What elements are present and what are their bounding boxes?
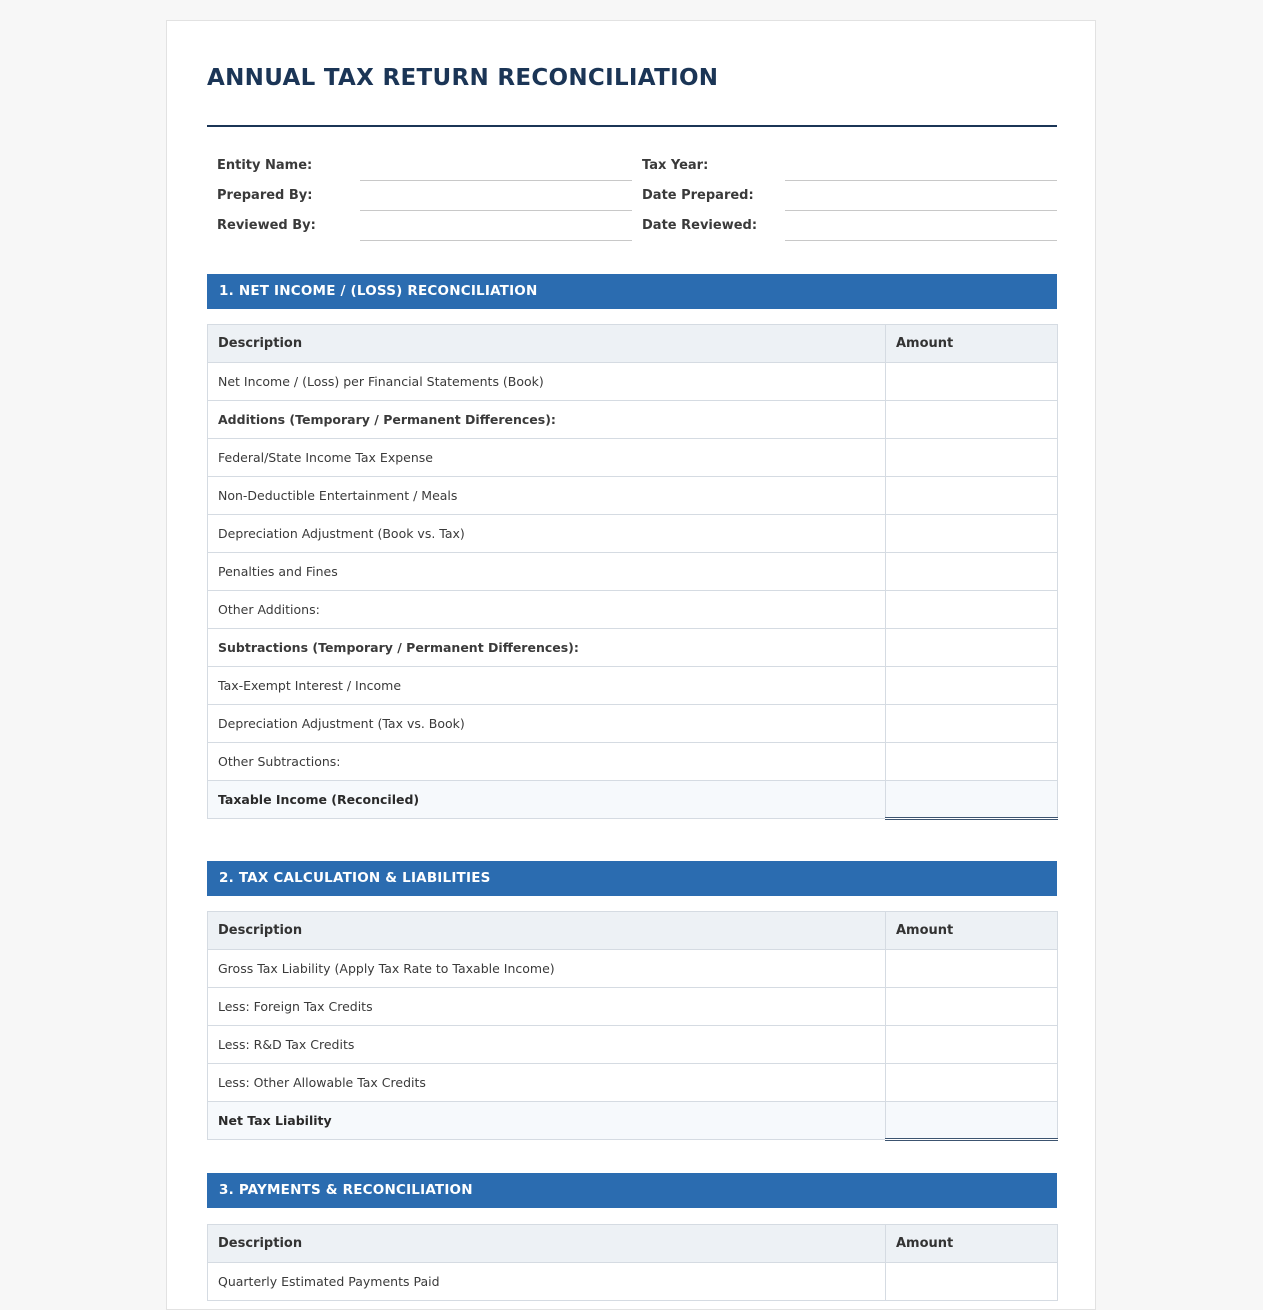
amount-cell[interactable] [886, 743, 1058, 781]
amount-header: Amount [886, 912, 1058, 950]
reviewed-by-label: Reviewed By: [217, 218, 316, 233]
additions-subheading: Additions (Temporary / Permanent Differences): [208, 401, 886, 439]
taxable-income-label: Taxable Income (Reconciled) [208, 781, 886, 819]
amount-header: Amount [886, 1225, 1058, 1263]
total-row [208, 1102, 1058, 1140]
net-tax-liability-amount[interactable] [886, 1102, 1058, 1140]
table-row [208, 743, 1058, 781]
table-header-row [208, 912, 1058, 950]
row-description: Depreciation Adjustment (Book vs. Tax) [208, 515, 886, 553]
amount-cell[interactable] [886, 591, 1058, 629]
table-header-row [208, 325, 1058, 363]
title-divider [207, 125, 1057, 127]
date-prepared-label: Date Prepared: [642, 188, 754, 203]
row-description: Non-Deductible Entertainment / Meals [208, 477, 886, 515]
row-description: Quarterly Estimated Payments Paid [208, 1263, 886, 1301]
section-1-heading: 1. NET INCOME / (LOSS) RECONCILIATION [207, 274, 1057, 309]
description-header: Description [208, 912, 886, 950]
table-row [208, 363, 1058, 401]
amount-cell[interactable] [886, 439, 1058, 477]
table-row [208, 401, 1058, 439]
table-row [208, 705, 1058, 743]
reviewed-by-field[interactable] [360, 240, 632, 241]
table-row [208, 667, 1058, 705]
amount-cell[interactable] [886, 629, 1058, 667]
description-header: Description [208, 325, 886, 363]
amount-cell[interactable] [886, 1263, 1058, 1301]
table-header-row [208, 1225, 1058, 1263]
description-header: Description [208, 1225, 886, 1263]
row-description: Net Income / (Loss) per Financial Statements (Book) [208, 363, 886, 401]
amount-cell[interactable] [886, 667, 1058, 705]
row-description: Less: Other Allowable Tax Credits [208, 1064, 886, 1102]
amount-cell[interactable] [886, 515, 1058, 553]
table-row [208, 629, 1058, 667]
subtractions-subheading: Subtractions (Temporary / Permanent Differences): [208, 629, 886, 667]
table-row [208, 988, 1058, 1026]
entity-name-label: Entity Name: [217, 158, 313, 173]
amount-cell[interactable] [886, 988, 1058, 1026]
table-row [208, 477, 1058, 515]
date-reviewed-field[interactable] [785, 240, 1057, 241]
row-description: Tax-Exempt Interest / Income [208, 667, 886, 705]
form-page [166, 20, 1096, 1310]
meta-row-2 [207, 181, 1057, 211]
amount-cell[interactable] [886, 401, 1058, 439]
amount-cell[interactable] [886, 363, 1058, 401]
table-row [208, 1064, 1058, 1102]
payments-table [207, 1224, 1058, 1301]
amount-cell[interactable] [886, 477, 1058, 515]
table-row [208, 1026, 1058, 1064]
row-description: Less: R&D Tax Credits [208, 1026, 886, 1064]
amount-cell[interactable] [886, 950, 1058, 988]
net-tax-liability-label: Net Tax Liability [208, 1102, 886, 1140]
section-3-heading: 3. PAYMENTS & RECONCILIATION [207, 1173, 1057, 1208]
amount-cell[interactable] [886, 1026, 1058, 1064]
amount-header: Amount [886, 325, 1058, 363]
table-row [208, 950, 1058, 988]
date-reviewed-label: Date Reviewed: [642, 218, 758, 233]
table-row [208, 553, 1058, 591]
tax-calculation-table [207, 911, 1058, 1141]
net-income-table [207, 324, 1058, 820]
row-description: Other Subtractions: [208, 743, 886, 781]
row-description: Penalties and Fines [208, 553, 886, 591]
table-row [208, 439, 1058, 477]
row-description: Less: Foreign Tax Credits [208, 988, 886, 1026]
table-row [208, 1263, 1058, 1301]
header-fields [207, 151, 1057, 241]
row-description: Federal/State Income Tax Expense [208, 439, 886, 477]
section-2-heading: 2. TAX CALCULATION & LIABILITIES [207, 861, 1057, 896]
row-description: Depreciation Adjustment (Tax vs. Book) [208, 705, 886, 743]
meta-row-3 [207, 211, 1057, 241]
prepared-by-label: Prepared By: [217, 188, 313, 203]
page-title: ANNUAL TAX RETURN RECONCILIATION [207, 65, 719, 91]
table-row [208, 591, 1058, 629]
tax-year-label: Tax Year: [642, 158, 709, 173]
row-description: Gross Tax Liability (Apply Tax Rate to Taxable Income) [208, 950, 886, 988]
meta-row-1 [207, 151, 1057, 181]
total-row [208, 781, 1058, 819]
row-description: Other Additions: [208, 591, 886, 629]
amount-cell[interactable] [886, 705, 1058, 743]
table-row [208, 515, 1058, 553]
amount-cell[interactable] [886, 553, 1058, 591]
amount-cell[interactable] [886, 1064, 1058, 1102]
taxable-income-amount[interactable] [886, 781, 1058, 819]
